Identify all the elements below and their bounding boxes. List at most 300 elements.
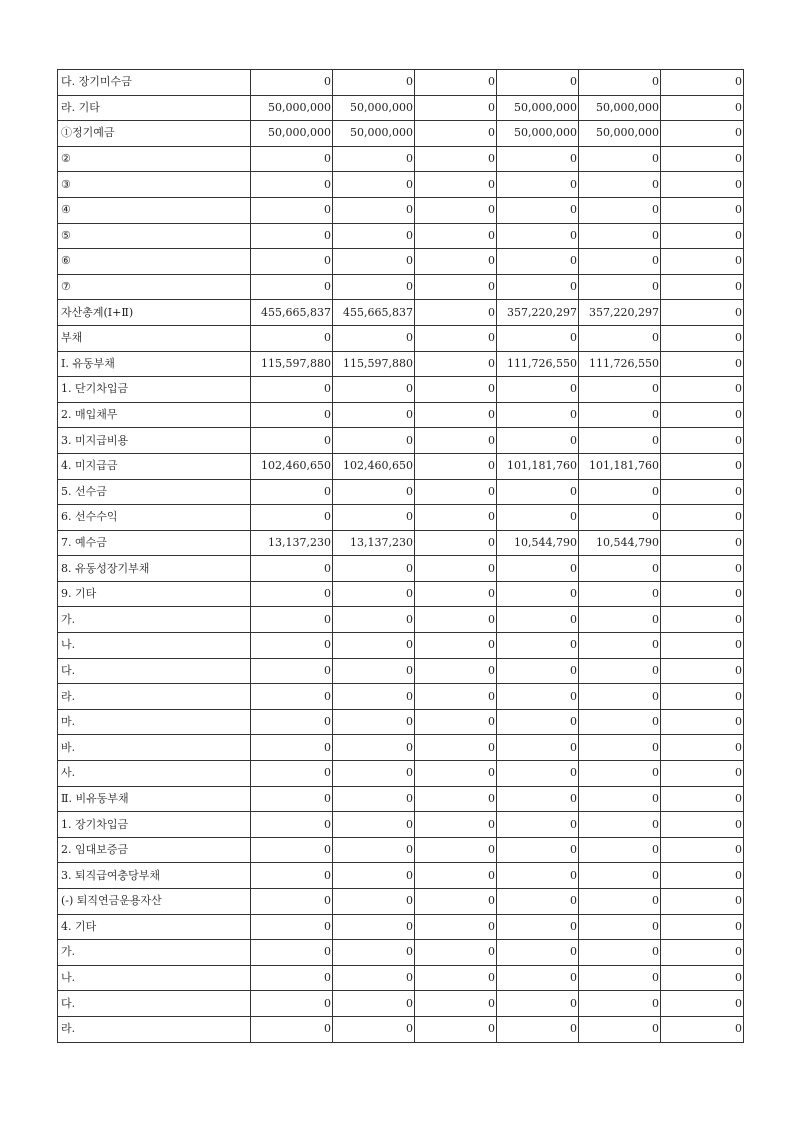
- row-label: 2. 임대보증금: [58, 837, 251, 863]
- amount-cell: 0: [415, 95, 497, 121]
- table-row: [58, 940, 744, 966]
- amount-cell: 0: [415, 991, 497, 1017]
- amount-cell: 0: [251, 709, 333, 735]
- amount-cell: 0: [333, 197, 415, 223]
- table-row: [58, 786, 744, 812]
- amount-cell: 0: [251, 479, 333, 505]
- amount-cell: 0: [661, 249, 744, 275]
- amount-cell: 0: [661, 658, 744, 684]
- amount-cell: 0: [333, 377, 415, 403]
- amount-cell: 0: [251, 172, 333, 198]
- table-row: [58, 146, 744, 172]
- amount-cell: 0: [415, 837, 497, 863]
- amount-cell: 111,726,550: [579, 351, 661, 377]
- amount-cell: 0: [661, 965, 744, 991]
- table-row: [58, 505, 744, 531]
- amount-cell: 0: [661, 735, 744, 761]
- table-row: [58, 889, 744, 915]
- amount-cell: 0: [497, 556, 579, 582]
- amount-cell: 0: [497, 965, 579, 991]
- amount-cell: 0: [661, 761, 744, 787]
- amount-cell: 0: [415, 453, 497, 479]
- amount-cell: 0: [497, 274, 579, 300]
- amount-cell: 0: [497, 991, 579, 1017]
- amount-cell: 0: [497, 223, 579, 249]
- amount-cell: 50,000,000: [333, 95, 415, 121]
- row-label: ④: [58, 197, 251, 223]
- amount-cell: 0: [661, 402, 744, 428]
- amount-cell: 0: [415, 172, 497, 198]
- amount-cell: 0: [251, 505, 333, 531]
- amount-cell: 0: [661, 479, 744, 505]
- amount-cell: 0: [661, 121, 744, 147]
- amount-cell: 0: [497, 505, 579, 531]
- row-label: 1. 단기차입금: [58, 377, 251, 403]
- amount-cell: 0: [415, 581, 497, 607]
- amount-cell: 0: [497, 940, 579, 966]
- amount-cell: 0: [579, 607, 661, 633]
- amount-cell: 0: [415, 658, 497, 684]
- amount-cell: 0: [333, 402, 415, 428]
- document-page: [57, 69, 744, 1043]
- amount-cell: 0: [251, 633, 333, 659]
- amount-cell: 0: [333, 556, 415, 582]
- amount-cell: 101,181,760: [579, 453, 661, 479]
- table-row: [58, 70, 744, 96]
- amount-cell: 0: [251, 70, 333, 96]
- amount-cell: 0: [415, 965, 497, 991]
- amount-cell: 50,000,000: [497, 121, 579, 147]
- amount-cell: 50,000,000: [251, 121, 333, 147]
- amount-cell: 0: [251, 991, 333, 1017]
- amount-cell: 0: [579, 786, 661, 812]
- amount-cell: 0: [333, 172, 415, 198]
- amount-cell: 0: [661, 914, 744, 940]
- amount-cell: 0: [497, 735, 579, 761]
- row-label: 6. 선수수익: [58, 505, 251, 531]
- row-label: 3. 퇴직급여충당부채: [58, 863, 251, 889]
- amount-cell: 0: [497, 479, 579, 505]
- table-row: [58, 709, 744, 735]
- amount-cell: 0: [415, 1016, 497, 1042]
- row-label: 라.: [58, 1016, 251, 1042]
- amount-cell: 0: [333, 70, 415, 96]
- table-row: [58, 223, 744, 249]
- amount-cell: 111,726,550: [497, 351, 579, 377]
- amount-cell: 0: [579, 914, 661, 940]
- amount-cell: 0: [251, 402, 333, 428]
- row-label: 가.: [58, 940, 251, 966]
- amount-cell: 0: [415, 402, 497, 428]
- amount-cell: 0: [415, 812, 497, 838]
- amount-cell: 0: [497, 428, 579, 454]
- amount-cell: 0: [415, 377, 497, 403]
- amount-cell: 0: [415, 121, 497, 147]
- row-label: 5. 선수금: [58, 479, 251, 505]
- amount-cell: 0: [497, 1016, 579, 1042]
- amount-cell: 0: [497, 581, 579, 607]
- row-label: Ⅱ. 비유동부채: [58, 786, 251, 812]
- row-label: ⑤: [58, 223, 251, 249]
- amount-cell: 0: [251, 940, 333, 966]
- amount-cell: 0: [497, 197, 579, 223]
- amount-cell: 0: [333, 991, 415, 1017]
- amount-cell: 0: [661, 991, 744, 1017]
- amount-cell: 0: [661, 837, 744, 863]
- table-row: [58, 351, 744, 377]
- amount-cell: 0: [497, 325, 579, 351]
- amount-cell: 0: [333, 812, 415, 838]
- row-label: 다.: [58, 658, 251, 684]
- amount-cell: 0: [579, 556, 661, 582]
- amount-cell: 0: [497, 863, 579, 889]
- table-row: [58, 325, 744, 351]
- amount-cell: 0: [579, 70, 661, 96]
- table-row: [58, 684, 744, 710]
- table-row: [58, 812, 744, 838]
- row-label: 사.: [58, 761, 251, 787]
- row-label: 나.: [58, 965, 251, 991]
- amount-cell: 0: [661, 709, 744, 735]
- row-label: ⑥: [58, 249, 251, 275]
- row-label: 다. 장기미수금: [58, 70, 251, 96]
- amount-cell: 0: [579, 965, 661, 991]
- amount-cell: 0: [415, 274, 497, 300]
- table-row: [58, 991, 744, 1017]
- amount-cell: 0: [251, 197, 333, 223]
- row-label: ③: [58, 172, 251, 198]
- amount-cell: 0: [579, 249, 661, 275]
- amount-cell: 0: [579, 863, 661, 889]
- amount-cell: 0: [333, 325, 415, 351]
- amount-cell: 0: [661, 786, 744, 812]
- amount-cell: 0: [497, 70, 579, 96]
- amount-cell: 0: [251, 735, 333, 761]
- amount-cell: 0: [661, 1016, 744, 1042]
- amount-cell: 0: [497, 402, 579, 428]
- row-label: 9. 기타: [58, 581, 251, 607]
- row-label: 라.: [58, 684, 251, 710]
- amount-cell: 0: [497, 377, 579, 403]
- table-row: [58, 479, 744, 505]
- amount-cell: 0: [333, 428, 415, 454]
- amount-cell: 0: [579, 325, 661, 351]
- amount-cell: 0: [579, 1016, 661, 1042]
- amount-cell: 0: [661, 377, 744, 403]
- amount-cell: 0: [579, 197, 661, 223]
- row-label: 1. 장기차입금: [58, 812, 251, 838]
- amount-cell: 0: [497, 249, 579, 275]
- table-row: [58, 377, 744, 403]
- amount-cell: 0: [251, 761, 333, 787]
- amount-cell: 0: [497, 761, 579, 787]
- amount-cell: 0: [579, 505, 661, 531]
- row-label: 부채: [58, 325, 251, 351]
- table-row: [58, 300, 744, 326]
- amount-cell: 0: [497, 607, 579, 633]
- amount-cell: 0: [579, 991, 661, 1017]
- amount-cell: 0: [333, 607, 415, 633]
- amount-cell: 357,220,297: [497, 300, 579, 326]
- amount-cell: 0: [251, 274, 333, 300]
- row-label: 2. 매입채무: [58, 402, 251, 428]
- row-label: 4. 미지급금: [58, 453, 251, 479]
- amount-cell: 0: [333, 786, 415, 812]
- amount-cell: 0: [579, 761, 661, 787]
- amount-cell: 0: [251, 658, 333, 684]
- row-label: ⑦: [58, 274, 251, 300]
- row-label: 가.: [58, 607, 251, 633]
- table-row: [58, 402, 744, 428]
- amount-cell: 0: [415, 633, 497, 659]
- amount-cell: 0: [661, 505, 744, 531]
- amount-cell: 0: [251, 377, 333, 403]
- amount-cell: 0: [415, 607, 497, 633]
- amount-cell: 0: [661, 556, 744, 582]
- amount-cell: 0: [415, 914, 497, 940]
- amount-cell: 0: [661, 428, 744, 454]
- amount-cell: 0: [497, 709, 579, 735]
- amount-cell: 0: [661, 325, 744, 351]
- amount-cell: 0: [415, 684, 497, 710]
- amount-cell: 0: [579, 837, 661, 863]
- amount-cell: 0: [333, 684, 415, 710]
- amount-cell: 0: [661, 300, 744, 326]
- amount-cell: 0: [661, 607, 744, 633]
- row-label: 라. 기타: [58, 95, 251, 121]
- amount-cell: 0: [579, 658, 661, 684]
- amount-cell: 0: [333, 633, 415, 659]
- amount-cell: 0: [497, 684, 579, 710]
- amount-cell: 0: [333, 965, 415, 991]
- amount-cell: 115,597,880: [251, 351, 333, 377]
- amount-cell: 0: [251, 428, 333, 454]
- amount-cell: 0: [497, 172, 579, 198]
- row-label: Ⅰ. 유동부채: [58, 351, 251, 377]
- amount-cell: 0: [415, 940, 497, 966]
- amount-cell: 0: [415, 786, 497, 812]
- amount-cell: 0: [661, 940, 744, 966]
- amount-cell: 0: [251, 812, 333, 838]
- amount-cell: 0: [333, 479, 415, 505]
- amount-cell: 0: [579, 581, 661, 607]
- amount-cell: 0: [415, 735, 497, 761]
- amount-cell: 0: [497, 914, 579, 940]
- amount-cell: 0: [415, 300, 497, 326]
- amount-cell: 0: [579, 633, 661, 659]
- amount-cell: 0: [333, 581, 415, 607]
- amount-cell: 101,181,760: [497, 453, 579, 479]
- amount-cell: 0: [661, 863, 744, 889]
- amount-cell: 0: [579, 684, 661, 710]
- row-label: 나.: [58, 633, 251, 659]
- amount-cell: 0: [415, 146, 497, 172]
- amount-cell: 0: [251, 1016, 333, 1042]
- amount-cell: 0: [415, 530, 497, 556]
- amount-cell: 0: [333, 837, 415, 863]
- amount-cell: 0: [661, 146, 744, 172]
- amount-cell: 0: [579, 889, 661, 915]
- amount-cell: 0: [579, 172, 661, 198]
- amount-cell: 0: [415, 325, 497, 351]
- amount-cell: 0: [415, 709, 497, 735]
- amount-cell: 50,000,000: [333, 121, 415, 147]
- amount-cell: 0: [415, 761, 497, 787]
- amount-cell: 0: [661, 633, 744, 659]
- amount-cell: 0: [579, 274, 661, 300]
- amount-cell: 0: [661, 172, 744, 198]
- amount-cell: 0: [415, 351, 497, 377]
- amount-cell: 0: [579, 940, 661, 966]
- table-row: [58, 735, 744, 761]
- table-row: [58, 658, 744, 684]
- amount-cell: 115,597,880: [333, 351, 415, 377]
- row-label: 바.: [58, 735, 251, 761]
- amount-cell: 0: [579, 223, 661, 249]
- amount-cell: 0: [579, 709, 661, 735]
- amount-cell: 0: [333, 658, 415, 684]
- amount-cell: 0: [333, 146, 415, 172]
- amount-cell: 0: [661, 812, 744, 838]
- table-row: [58, 761, 744, 787]
- amount-cell: 0: [333, 1016, 415, 1042]
- table-row: [58, 95, 744, 121]
- row-label: 자산총계(Ⅰ+Ⅱ): [58, 300, 251, 326]
- table-row: [58, 428, 744, 454]
- row-label: 7. 예수금: [58, 530, 251, 556]
- amount-cell: 50,000,000: [251, 95, 333, 121]
- row-label: 3. 미지급비용: [58, 428, 251, 454]
- amount-cell: 455,665,837: [251, 300, 333, 326]
- amount-cell: 0: [251, 607, 333, 633]
- amount-cell: 0: [579, 428, 661, 454]
- amount-cell: 0: [415, 223, 497, 249]
- amount-cell: 10,544,790: [497, 530, 579, 556]
- amount-cell: 0: [661, 223, 744, 249]
- table-row: [58, 197, 744, 223]
- table-row: [58, 121, 744, 147]
- amount-cell: 0: [497, 146, 579, 172]
- amount-cell: 0: [251, 786, 333, 812]
- amount-cell: 0: [415, 428, 497, 454]
- amount-cell: 0: [497, 658, 579, 684]
- amount-cell: 0: [251, 556, 333, 582]
- table-row: [58, 556, 744, 582]
- amount-cell: 0: [415, 556, 497, 582]
- amount-cell: 10,544,790: [579, 530, 661, 556]
- balance-sheet-body: [58, 70, 744, 1043]
- amount-cell: 455,665,837: [333, 300, 415, 326]
- amount-cell: 0: [333, 940, 415, 966]
- amount-cell: 0: [251, 325, 333, 351]
- amount-cell: 0: [579, 735, 661, 761]
- amount-cell: 0: [497, 837, 579, 863]
- amount-cell: 0: [251, 914, 333, 940]
- amount-cell: 0: [415, 70, 497, 96]
- amount-cell: 0: [661, 197, 744, 223]
- amount-cell: 0: [333, 735, 415, 761]
- amount-cell: 0: [333, 914, 415, 940]
- row-label: 8. 유동성장기부채: [58, 556, 251, 582]
- amount-cell: 0: [661, 581, 744, 607]
- amount-cell: 0: [251, 863, 333, 889]
- row-label: (-) 퇴직연금운용자산: [58, 889, 251, 915]
- amount-cell: 0: [661, 274, 744, 300]
- amount-cell: 0: [333, 761, 415, 787]
- amount-cell: 50,000,000: [579, 95, 661, 121]
- table-row: [58, 249, 744, 275]
- amount-cell: 50,000,000: [579, 121, 661, 147]
- amount-cell: 0: [497, 889, 579, 915]
- amount-cell: 0: [251, 146, 333, 172]
- amount-cell: 0: [333, 863, 415, 889]
- table-row: [58, 1016, 744, 1042]
- amount-cell: 0: [333, 709, 415, 735]
- table-row: [58, 581, 744, 607]
- amount-cell: 0: [661, 351, 744, 377]
- amount-cell: 102,460,650: [333, 453, 415, 479]
- table-row: [58, 863, 744, 889]
- amount-cell: 0: [579, 146, 661, 172]
- amount-cell: 0: [251, 223, 333, 249]
- amount-cell: 0: [579, 812, 661, 838]
- amount-cell: 0: [333, 889, 415, 915]
- row-label: 마.: [58, 709, 251, 735]
- amount-cell: 13,137,230: [251, 530, 333, 556]
- table-row: [58, 274, 744, 300]
- table-row: [58, 837, 744, 863]
- amount-cell: 50,000,000: [497, 95, 579, 121]
- amount-cell: 0: [415, 479, 497, 505]
- amount-cell: 0: [579, 377, 661, 403]
- row-label: ②: [58, 146, 251, 172]
- amount-cell: 0: [415, 863, 497, 889]
- amount-cell: 0: [251, 837, 333, 863]
- amount-cell: 0: [661, 95, 744, 121]
- table-row: [58, 530, 744, 556]
- amount-cell: 0: [333, 505, 415, 531]
- table-row: [58, 914, 744, 940]
- row-label: 다.: [58, 991, 251, 1017]
- amount-cell: 0: [251, 889, 333, 915]
- amount-cell: 0: [251, 249, 333, 275]
- amount-cell: 0: [579, 402, 661, 428]
- row-label: ①정기예금: [58, 121, 251, 147]
- amount-cell: 0: [497, 812, 579, 838]
- amount-cell: 0: [333, 223, 415, 249]
- amount-cell: 0: [497, 786, 579, 812]
- amount-cell: 0: [661, 684, 744, 710]
- amount-cell: 0: [415, 197, 497, 223]
- amount-cell: 0: [579, 479, 661, 505]
- amount-cell: 13,137,230: [333, 530, 415, 556]
- table-row: [58, 453, 744, 479]
- amount-cell: 0: [415, 889, 497, 915]
- amount-cell: 0: [415, 505, 497, 531]
- amount-cell: 0: [251, 965, 333, 991]
- amount-cell: 0: [661, 70, 744, 96]
- amount-cell: 0: [497, 633, 579, 659]
- table-row: [58, 607, 744, 633]
- amount-cell: 0: [251, 581, 333, 607]
- amount-cell: 0: [415, 249, 497, 275]
- table-row: [58, 965, 744, 991]
- amount-cell: 0: [661, 453, 744, 479]
- amount-cell: 0: [661, 889, 744, 915]
- amount-cell: 102,460,650: [251, 453, 333, 479]
- amount-cell: 0: [661, 530, 744, 556]
- amount-cell: 357,220,297: [579, 300, 661, 326]
